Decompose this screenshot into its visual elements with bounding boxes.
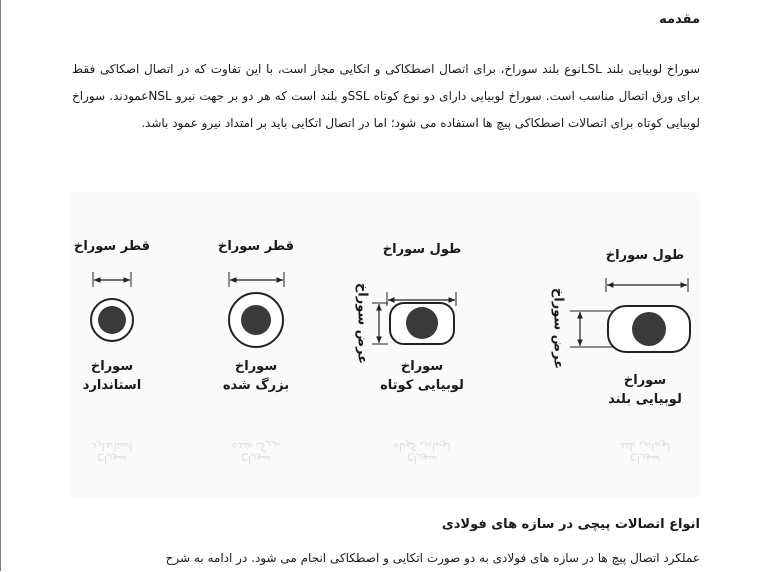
standard-reflection-line1: سوراخ (96, 453, 128, 466)
bolt-hole-types-figure (70, 192, 700, 498)
oversized-reflection-line1: سوراخ (240, 453, 272, 466)
standard-reflection-line2: استاندارد (91, 440, 133, 453)
oversized-hole-drawing (229, 272, 284, 347)
short-slot-title: طول سوراخ (382, 242, 462, 257)
short-slot-width-label: عرض سوراخ (354, 282, 370, 365)
bolt-hole-drawings (70, 192, 700, 498)
standard-hole-caption-line1: سوراخ (90, 359, 134, 374)
section-heading-bolted-connections: انواع اتصالات پیچی در سازه های فولادی (441, 517, 700, 532)
short-slot-reflection-line1: سوراخ (406, 453, 438, 466)
article-content (70, 0, 700, 571)
long-slot-reflection-line2: لوبیایی بلند (619, 440, 671, 453)
standard-hole-title: قطر سوراخ (73, 239, 151, 254)
long-slot-caption-line2: لوبیایی بلند (608, 392, 682, 407)
long-slotted-hole-drawing (570, 278, 690, 352)
standard-hole-drawing (91, 272, 133, 341)
oversized-hole-caption-line2: بزرگ شده (222, 378, 290, 393)
oversized-caption-reflection (232, 440, 281, 466)
section-heading-intro: مقدمه (659, 12, 700, 27)
oversized-reflection-line2: بزرگ شده (231, 440, 281, 453)
bolted-connections-paragraph: عملکرد اتصال پیچ ها در سازه های فولادی به دو صورت اتکایی و اصطکاکی انجام می شود. در ادامه به شرح (165, 551, 700, 565)
standard-caption-reflection (91, 440, 132, 466)
oversized-hole-title: قطر سوراخ (217, 239, 295, 254)
oversized-hole-caption-line1: سوراخ (234, 359, 278, 374)
long-slot-width-label: عرض سوراخ (550, 287, 566, 370)
standard-hole-caption-line2: استاندارد (82, 378, 142, 393)
long-slot-caption-reflection (620, 440, 670, 466)
short-slot-reflection-line2: لوبیایی کوتاه (393, 440, 451, 453)
page-edge-line (0, 0, 1, 571)
long-slot-title: طول سوراخ (605, 248, 685, 263)
oversized-hole-caption (223, 357, 289, 395)
intro-paragraph: سوراخ لوبیایی بلند LSLنوع بلند سوراخ، برای اتصال اصطکاکی و اتکایی مجاز است، با این تفاوت که در اتصال اصکاکی فقط برای ورق اتصال مناسب است. سوراخ لوبیایی دارای دو نوع کوتاه SSLو بلند است که هر دو بر جهت نیرو NSLعمودند. سوراخ لوبیایی کوتاه برای اتصالات اصطکاکی پیچ ها استفاده می شود؛ اما در اتصال اتکایی باید بر امتداد نیرو عمود باشد. (72, 62, 700, 130)
short-slot-caption-line2: لوبیایی کوتاه (380, 378, 464, 393)
long-slot-caption (608, 371, 682, 409)
standard-hole-caption (83, 357, 141, 395)
long-slot-caption-line1: سوراخ (623, 373, 667, 388)
short-slotted-hole-drawing (372, 292, 456, 344)
short-slot-caption (380, 357, 464, 395)
short-slot-caption-line1: سوراخ (400, 359, 444, 374)
short-slot-caption-reflection (393, 440, 451, 466)
long-slot-reflection-line1: سوراخ (629, 453, 661, 466)
